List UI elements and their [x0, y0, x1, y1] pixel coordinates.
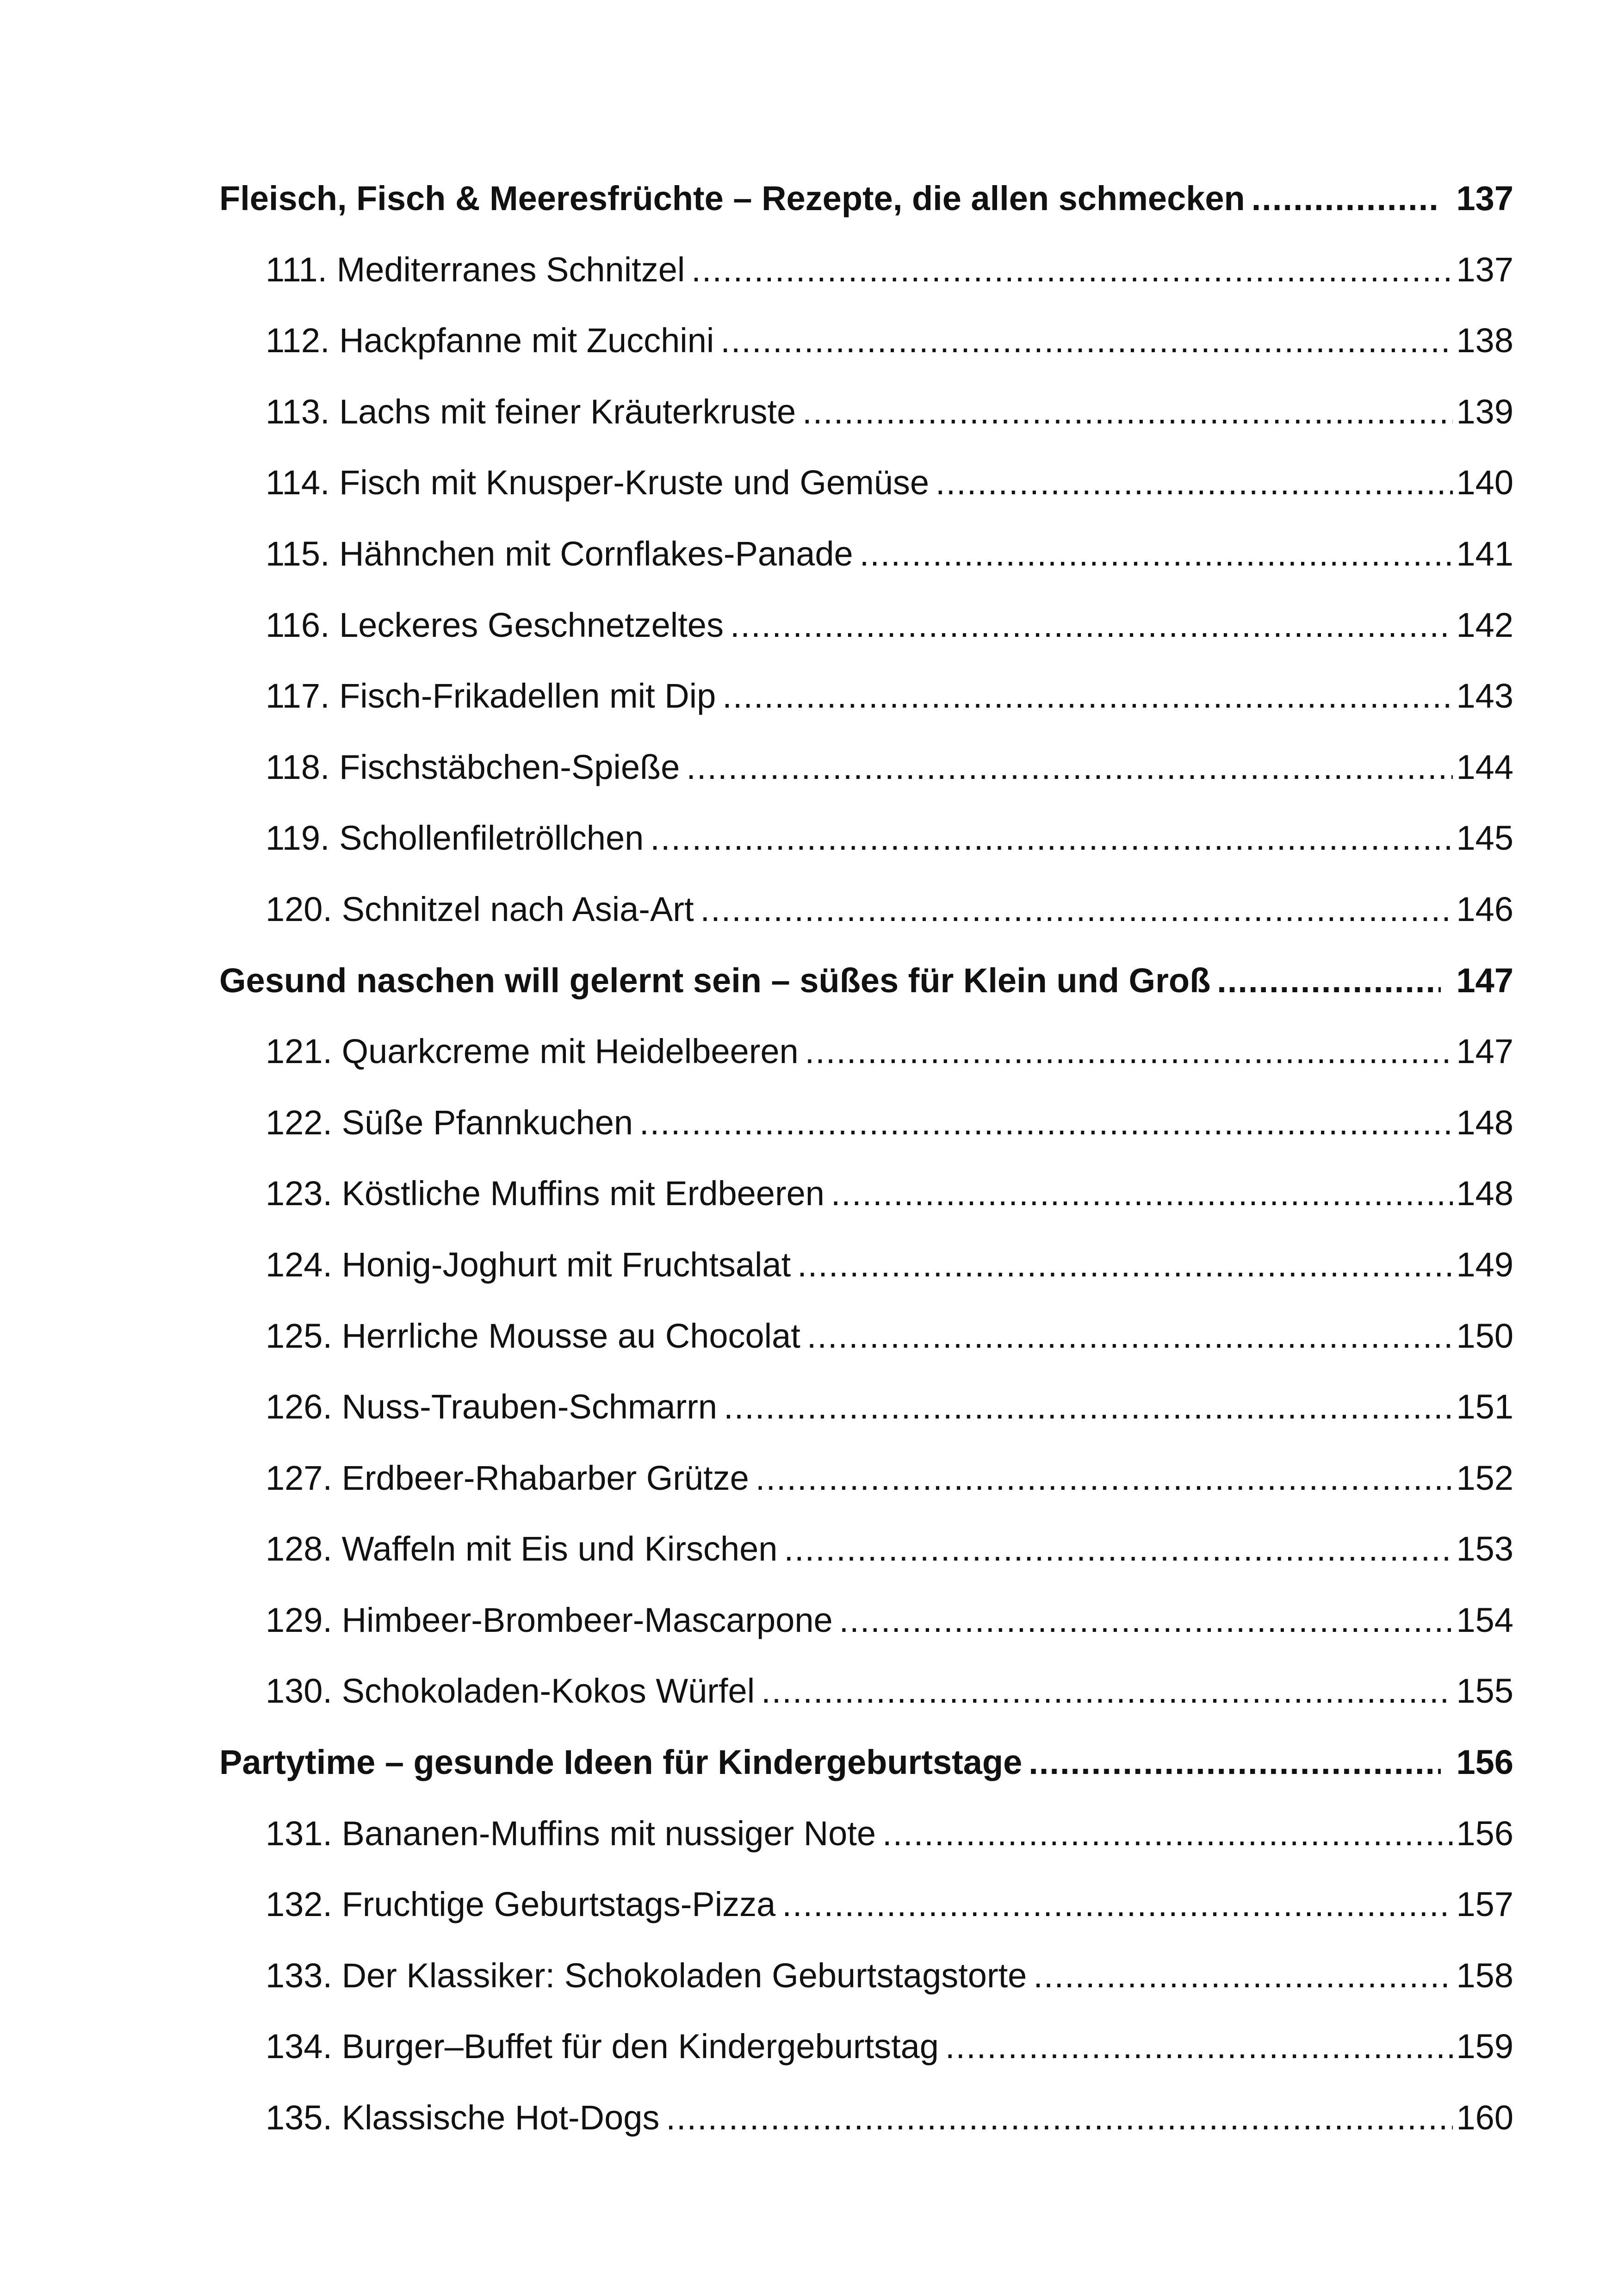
toc-entry [219, 1585, 1513, 1656]
dot-leader [782, 1869, 1452, 1940]
toc-entry [219, 1087, 1513, 1158]
dot-leader [639, 1087, 1453, 1158]
dot-leader [1252, 163, 1441, 234]
toc-section-heading [219, 945, 1513, 1016]
entry-title: 113. Lachs mit feiner Kräuterkruste [266, 392, 796, 431]
entry-title: 123. Köstliche Muffins mit Erdbeeren [266, 1174, 824, 1213]
toc-entry [219, 732, 1513, 803]
section-page-number: 137 [1456, 179, 1513, 218]
entry-page-number: 146 [1456, 890, 1513, 928]
entry-page-number: 152 [1456, 1458, 1513, 1497]
toc-entry [219, 1940, 1513, 2011]
dot-leader [807, 1300, 1453, 1372]
dot-leader [666, 2082, 1452, 2153]
dot-leader [701, 874, 1453, 945]
entry-title: 132. Fruchtige Geburtstags-Pizza [266, 1885, 776, 1924]
entry-title: 134. Burger–Buffet für den Kindergeburtstag [266, 2027, 939, 2066]
dot-leader [761, 1655, 1452, 1727]
toc-entry [219, 447, 1513, 518]
toc-entry [219, 660, 1513, 732]
entry-page-number: 142 [1456, 605, 1513, 644]
entry-title: 130. Schokoladen-Kokos Würfel [266, 1672, 755, 1711]
entry-page-number: 157 [1456, 1885, 1513, 1924]
entry-title: 122. Süße Pfannkuchen [266, 1103, 633, 1142]
dot-leader [650, 803, 1452, 874]
entry-title: 115. Hähnchen mit Cornflakes-Panade [266, 534, 853, 573]
entry-page-number: 151 [1456, 1388, 1513, 1426]
entry-page-number: 139 [1456, 392, 1513, 431]
dot-leader [802, 376, 1452, 448]
entry-title: 127. Erdbeer-Rhabarber Grütze [266, 1458, 749, 1497]
dot-leader [784, 1513, 1452, 1585]
dot-leader [1029, 1727, 1440, 1798]
toc-entry [219, 1655, 1513, 1727]
dot-leader [724, 1371, 1452, 1443]
toc-entry [219, 1229, 1513, 1300]
entry-page-number: 155 [1456, 1672, 1513, 1711]
toc-entry [219, 1300, 1513, 1372]
entry-page-number: 153 [1456, 1530, 1513, 1568]
dot-leader [1217, 945, 1440, 1016]
toc-entry [219, 1016, 1513, 1087]
dot-leader [839, 1585, 1453, 1656]
section-title: Fleisch, Fisch & Meeresfrüchte – Rezepte, die allen schmecken [219, 179, 1245, 218]
toc-entry [219, 1869, 1513, 1940]
dot-leader [860, 518, 1453, 590]
section-page-number: 156 [1456, 1743, 1513, 1782]
toc-entry [219, 874, 1513, 945]
toc-entry [219, 518, 1513, 590]
toc-entry [219, 1443, 1513, 1514]
entry-title: 124. Honig-Joghurt mit Fruchtsalat [266, 1245, 791, 1284]
toc-entry [219, 1798, 1513, 1869]
toc-section-heading [219, 163, 1513, 234]
entry-page-number: 159 [1456, 2027, 1513, 2066]
toc-entry [219, 590, 1513, 661]
entry-page-number: 156 [1456, 1814, 1513, 1853]
dot-leader [945, 2011, 1453, 2082]
toc-entry [219, 1513, 1513, 1585]
entry-title: 121. Quarkcreme mit Heidelbeeren [266, 1032, 799, 1071]
entry-title: 117. Fisch-Frikadellen mit Dip [266, 677, 716, 716]
dot-leader [730, 590, 1453, 661]
toc-entry [219, 234, 1513, 305]
toc-entry [219, 2011, 1513, 2082]
dot-leader [756, 1443, 1453, 1514]
dot-leader [722, 660, 1452, 732]
toc-entry [219, 305, 1513, 376]
entry-page-number: 148 [1456, 1103, 1513, 1142]
dot-leader [936, 447, 1452, 518]
entry-title: 125. Herrliche Mousse au Chocolat [266, 1316, 800, 1355]
entry-page-number: 148 [1456, 1174, 1513, 1213]
entry-title: 129. Himbeer-Brombeer-Mascarpone [266, 1600, 833, 1639]
section-title: Gesund naschen will gelernt sein – süßes für Klein und Groß [219, 961, 1211, 1000]
toc-entry [219, 1158, 1513, 1229]
entry-title: 112. Hackpfanne mit Zucchini [266, 321, 714, 360]
entry-title: 111. Mediterranes Schnitzel [266, 250, 685, 289]
entry-title: 135. Klassische Hot-Dogs [266, 2098, 660, 2137]
entry-page-number: 149 [1456, 1245, 1513, 1284]
dot-leader [691, 234, 1452, 305]
dot-leader [805, 1016, 1453, 1087]
table-of-contents [219, 163, 1513, 2153]
entry-page-number: 158 [1456, 1956, 1513, 1995]
dot-leader [1033, 1940, 1452, 2011]
toc-section-heading [219, 1727, 1513, 1798]
dot-leader [882, 1798, 1453, 1869]
dot-leader [797, 1229, 1452, 1300]
entry-page-number: 141 [1456, 534, 1513, 573]
section-title: Partytime – gesunde Ideen für Kindergeburtstage [219, 1743, 1023, 1782]
entry-title: 119. Schollenfiletröllchen [266, 819, 644, 858]
entry-title: 126. Nuss-Trauben-Schmarrn [266, 1388, 718, 1426]
section-page-number: 147 [1456, 961, 1513, 1000]
entry-page-number: 137 [1456, 250, 1513, 289]
entry-title: 128. Waffeln mit Eis und Kirschen [266, 1530, 778, 1568]
entry-page-number: 138 [1456, 321, 1513, 360]
entry-title: 116. Leckeres Geschnetzeltes [266, 605, 724, 644]
entry-page-number: 147 [1456, 1032, 1513, 1071]
toc-entry [219, 2082, 1513, 2153]
dot-leader [831, 1158, 1453, 1229]
entry-page-number: 145 [1456, 819, 1513, 858]
entry-title: 131. Bananen-Muffins mit nussiger Note [266, 1814, 876, 1853]
toc-entry [219, 376, 1513, 448]
entry-page-number: 144 [1456, 747, 1513, 786]
dot-leader [686, 732, 1452, 803]
toc-entry [219, 1371, 1513, 1443]
entry-title: 118. Fischstäbchen-Spieße [266, 747, 680, 786]
entry-page-number: 160 [1456, 2098, 1513, 2137]
entry-title: 114. Fisch mit Knusper-Kruste und Gemüse [266, 463, 930, 502]
dot-leader [720, 305, 1452, 376]
entry-page-number: 150 [1456, 1316, 1513, 1355]
entry-page-number: 143 [1456, 677, 1513, 716]
entry-title: 133. Der Klassiker: Schokoladen Geburtstagstorte [266, 1956, 1027, 1995]
toc-entry [219, 803, 1513, 874]
entry-page-number: 154 [1456, 1600, 1513, 1639]
entry-title: 120. Schnitzel nach Asia-Art [266, 890, 694, 928]
entry-page-number: 140 [1456, 463, 1513, 502]
